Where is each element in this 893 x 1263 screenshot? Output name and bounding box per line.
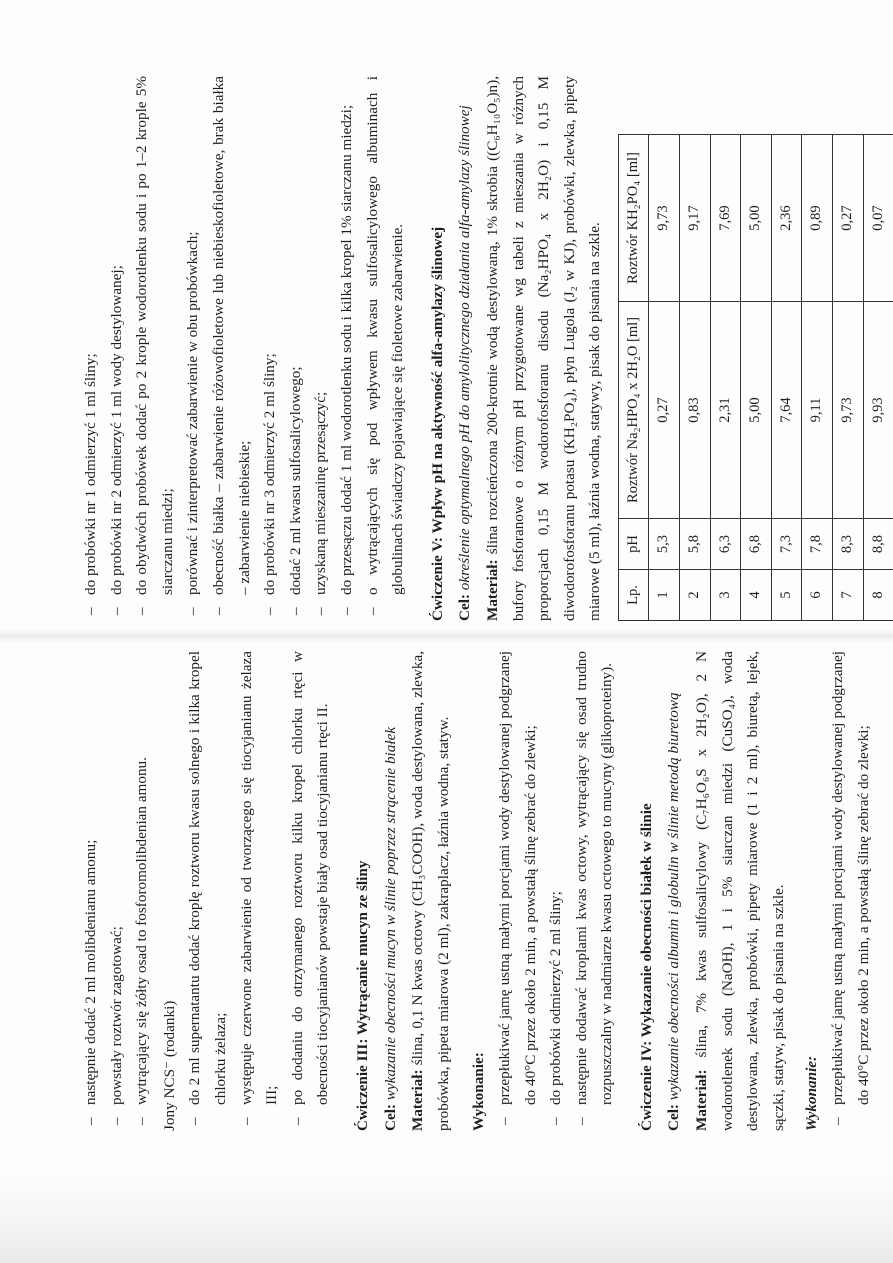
table-row: 4 6,8 5,00 5,00 [741,135,772,621]
exercise-4-materials: Materiał: ślina, 7% kwas sulfosalicylowy (C₇H₆O₆S x 2H₂O), 2 N wodorotlenek sodu (NaOH), 1 i 5% siarczan miedzi (CuSO₄), woda destylowana, zlewka, probówki, pipety miarowe (1 i 2 ml), biuretą, lejek, sączki, statyw, pisak do pisania na szkle. [693,650,787,1131]
list-item: – porównać i zinterpretować zabarwienie w obu probówkach; [184,231,202,615]
list-item: – dodać 2 ml kwasu sulfosalicylowego; [286,366,304,615]
column-header: Roztwór KH₂PO₄ [ml] [618,135,649,302]
exercise-5-title: Ćwiczenie V: Wpływ pH na aktywność alfa-amylazy ślinowej [428,226,446,621]
scan-shadow-edge [0,1173,893,1263]
list-item: – do probówki nr 3 odmierzyć 2 ml śliny; [261,353,279,615]
table-row: 6 7,8 9,11 0,89 [802,135,833,621]
intro-list [78,651,155,1131]
exercise-3-title: Ćwiczenie III: Wytrącanie mucyn ze śliny [353,860,371,1131]
list-item: – powstały roztwór zagotować; [107,926,125,1125]
list-item: – przepłukiwać jamę ustną małymi porcjami wody destylowanej podgrzanej do 40°C przez około 2 min, a powstałą ślinę zebrać do zlewki; [495,651,539,1125]
list-item: – następnie dodać 2 ml molibdenianu amonu; [82,839,99,1125]
table-row: 5 7,3 7,64 2,36 [771,135,802,621]
exercise-4-goal: Cel: wykazanie obecności albumin i globulin w ślinie metodą biuretową [665,692,683,1131]
page-fold-shadow [0,629,893,643]
column-header: Roztwór Na₂HPO₄ x 2H₂O [ml] [618,302,649,519]
list-item: – do probówki nr 1 odmierzyć 1 ml śliny; [82,353,99,615]
table-row: 7 8,3 9,73 0,27 [833,135,864,621]
list-item: – do probówki nr 2 odmierzyć 1 ml wody destylowanej; [107,265,125,615]
table-row: 2 5,8 0,83 9,17 [680,135,711,621]
list-item: – uzyskaną mieszaninę przesączyć; [312,391,330,615]
exercise-4-title: Ćwiczenie IV: Wykazanie obecności białek w ślinie [637,803,655,1131]
list-item: – następnie dodawać kroplami kwas octowy, wytrącający się osad trudno rozpuszczalny w nadmiarze kwasu octowego to mucyny (glikoproteiny). [572,651,616,1125]
left-column [78,651,876,1131]
exercise-3-goal: Cel: wykazanie obecności mucyn w ślinie poprzez strącenie białek [381,726,399,1131]
list-item: – obecność białka – zabarwienie różowofioletowe lub niebieskofioletowe, brak białka – zabarwienie niebieskie; [209,76,253,615]
list-item: – do probówki odmierzyć 2 ml śliny; [547,891,565,1125]
list-item: – wytrącający się żółty osad to fosforomolibdenian amonu. [133,757,151,1125]
ions-heading: Jony NCS⁻ (rodanki) [160,1000,178,1131]
list-item: – po dodaniu do otrzymanego roztworu kilku kropel chlorku rtęci w obecności tiocyjanianów powstaje biały osad tiocyjanianu rtęci II. [288,651,332,1125]
table-header-row [618,135,649,621]
column-header: Lp. [618,570,649,621]
list-item: – do obydwóch probówek dodać po 2 krople wodorotlenku sodu i po 1–2 krople 5% siarczanu miedzi; [133,76,176,615]
list-item: – do 2 ml supernatantu dodać kroplę roztworu kwasu solnego i kilka kropel chlorku żelaza; [186,651,229,1125]
list-item: – do przesączu dodać 1 ml wodorotlenku sodu i kilka kropel 1% siarczanu miedzi; [337,104,355,615]
table-row: 8 8,8 9,93 0,07 [863,135,893,621]
exercise-5-materials: Materiał: ślina rozcieńczona 200-krotnie wodą destylowaną, 1% skrobia ((C₆H₁₀O₅)n), bufory fosforanowe o różnym pH przygotowane wg tabeli z mieszania w różnych proporcjach 0,15 M wodorofosforanu disodu (Na₂HPO₄ x 2H₂O) i 0,15 M diwodorofosforanu potasu (KH₂PO₄), płyn Lugola (J₂ w KJ), probówki, zlewka, pipety miarowe (5 ml), łaźnia wodna, statywy, pisak do pisania na szkle. [483,76,604,621]
table-row: 1 5,3 0,27 9,73 [649,135,680,621]
right-column [78,76,893,621]
table-row: 3 6,3 2,31 7,69 [710,135,741,621]
exercise-4-procedure-label: Wykonanie: [803,1055,821,1131]
exercise-3-procedure-label: Wykonanie: [470,1052,488,1131]
column-header: pH [618,519,649,570]
exercise-5-goal: Cel: określenie optymalnego pH do amylolitycznego działania alfa-amylazy ślinowej [456,105,474,621]
list-item: – o wytrącających się pod wpływem kwasu sulfosalicylowego albuminach i globulinach świadczy pojawiające się fioletowe zabarwienie. [363,76,407,615]
exercise-3-materials: Materiał: ślina, 0,1 N kwas octowy (CH₃COOH), woda destylowana, zlewka, probówka, pipeta miarowa (2 ml), zakraplacz, łaźnia wodna, statyw. [409,650,452,1131]
ions-list [182,651,336,1131]
list-item: – występuje czerwone zabarwienie od tworzącego się tiocyjanianu żelaza III; [237,651,281,1125]
list-item: – przepłukiwać jamę ustną małymi porcjami wody destylowanej podgrzanej do 40°C przez około 2 min, a powstałą ślinę zebrać do zlewki; [829,651,872,1125]
buffer-table [618,134,893,621]
